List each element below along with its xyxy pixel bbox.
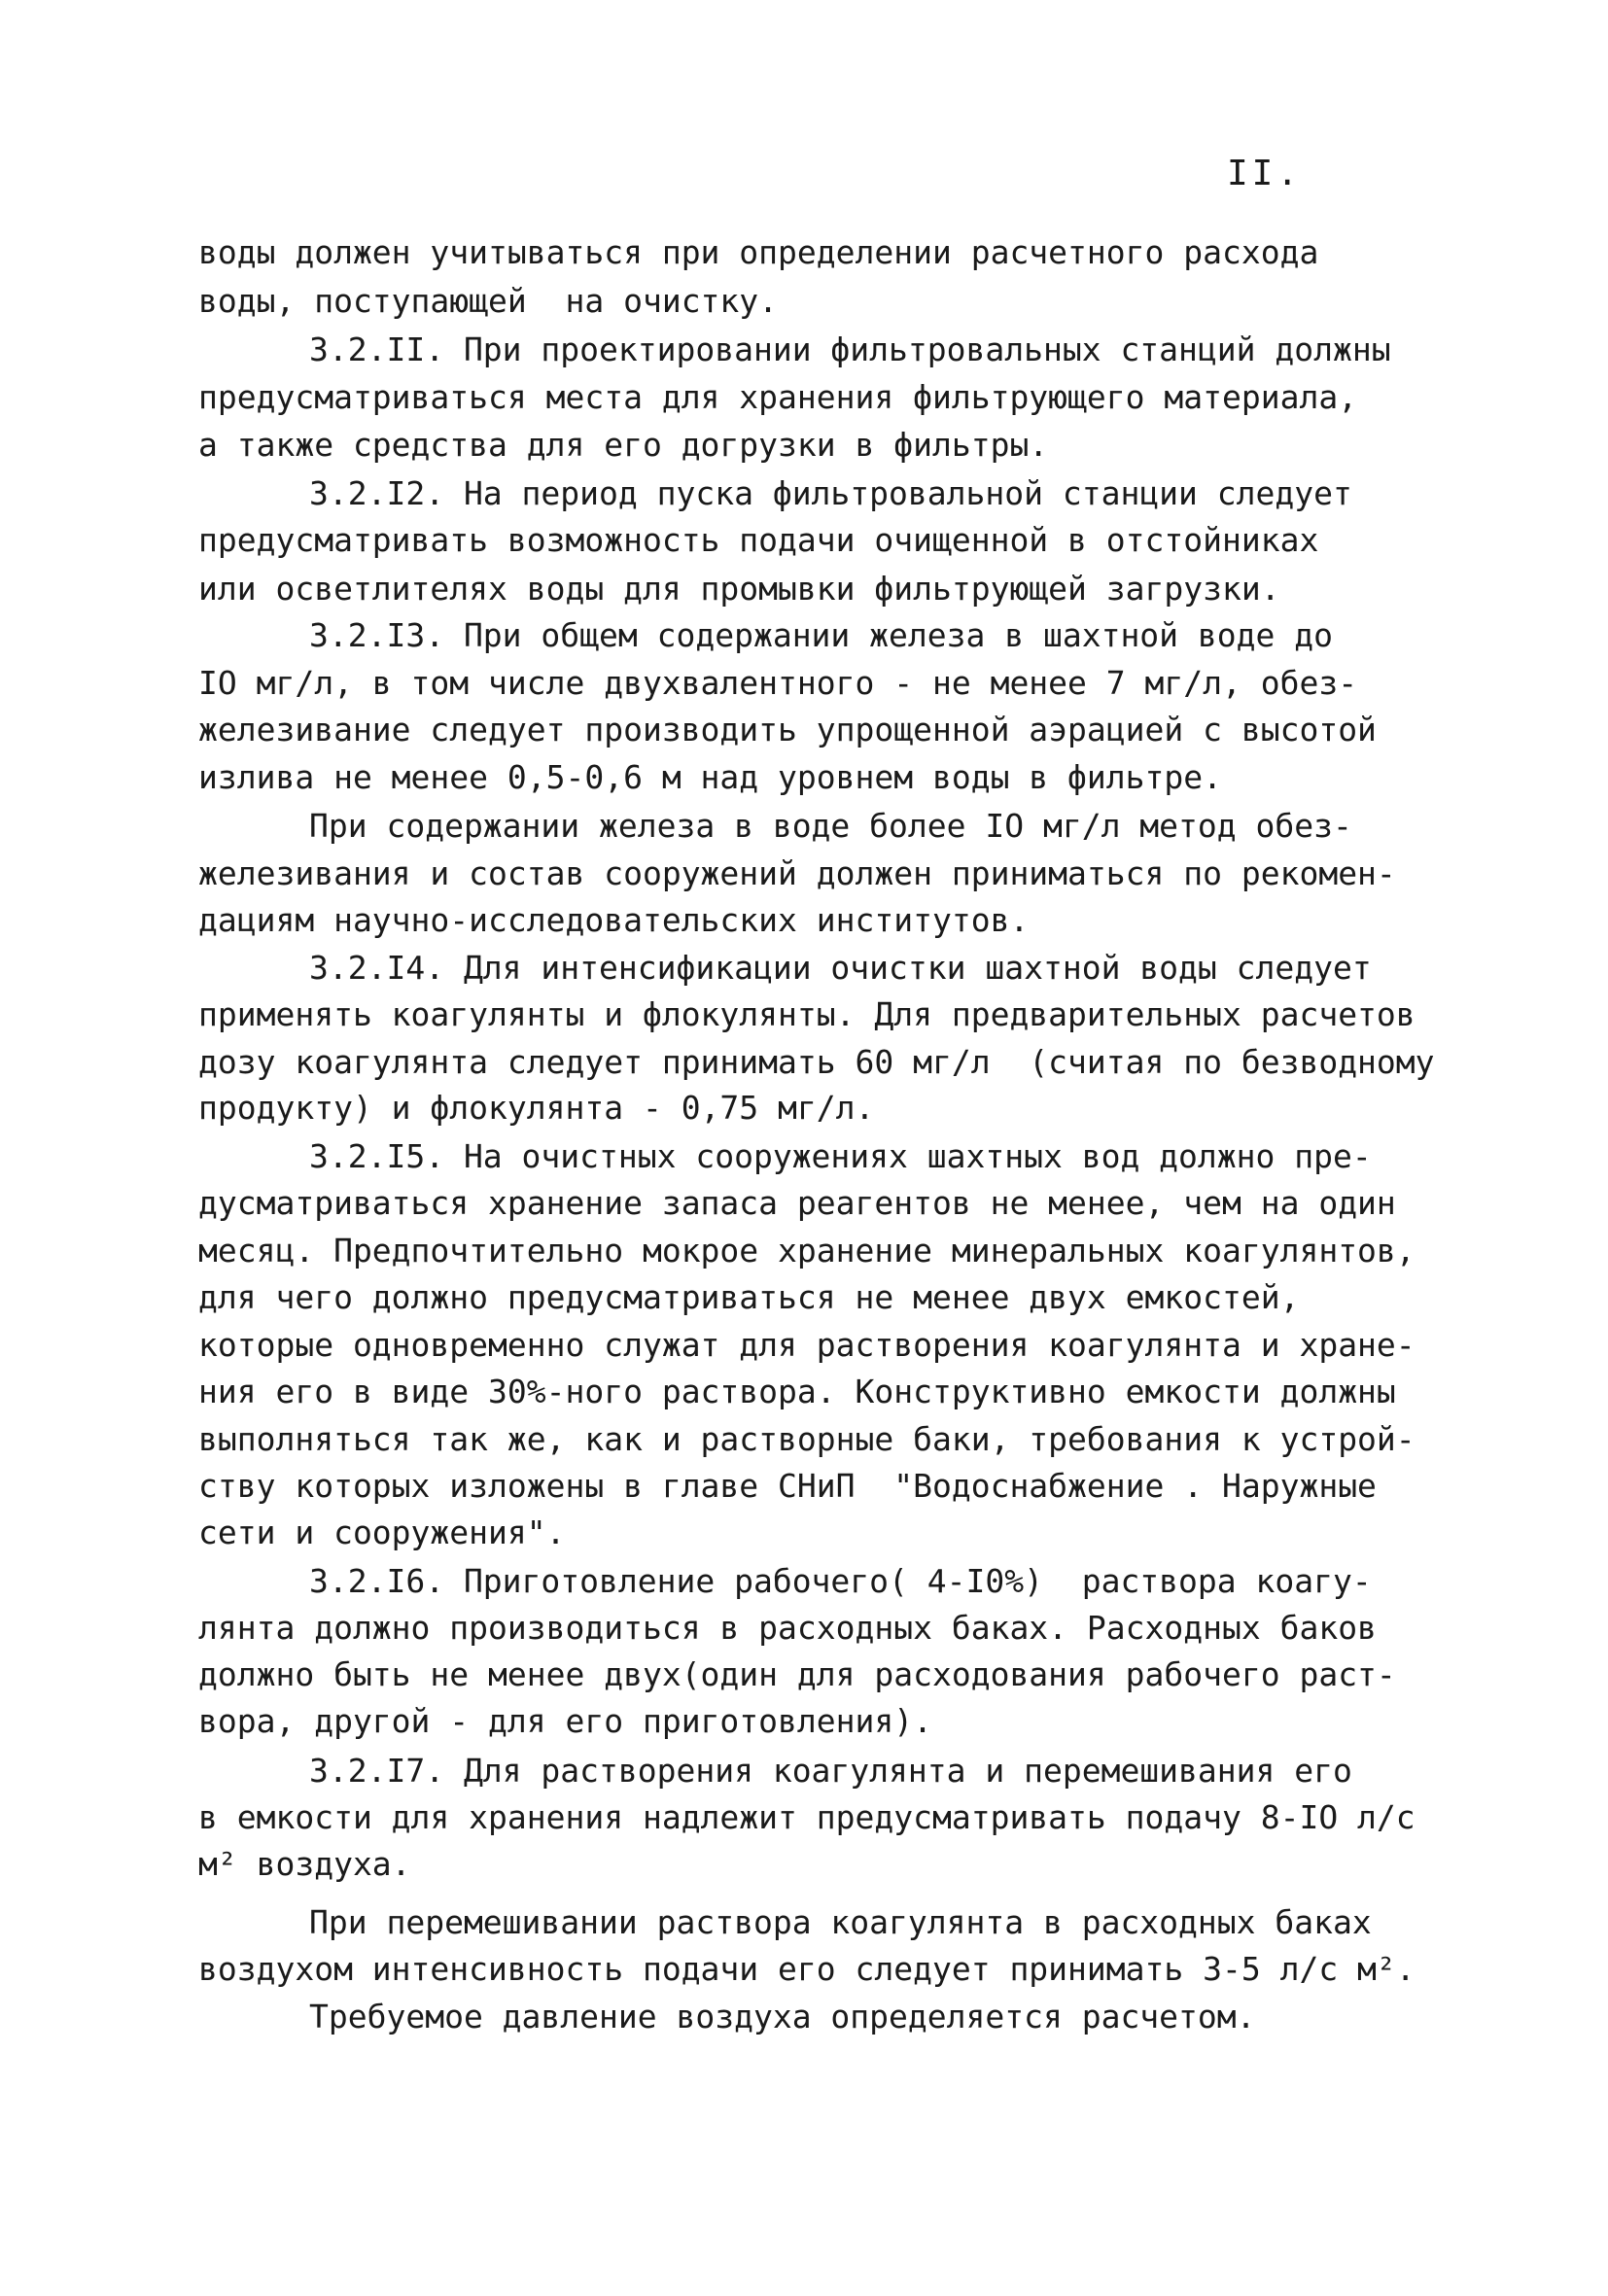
text-line: 3.2.I4. Для интенсификации очистки шахтной воды следует (309, 949, 1372, 987)
text-line: 3.2.II. При проектировании фильтровальных станций должны (309, 330, 1391, 368)
text-line: продукту) и флокулянта - 0,75 мг/л. (198, 1089, 875, 1127)
text-line: предусматривать возможность подачи очищенной в отстойниках (198, 521, 1319, 559)
text-line: которые одновременно служат для растворения коагулянта и хране- (198, 1326, 1416, 1364)
text-line: дациям научно-исследовательских институтов. (198, 901, 1030, 939)
text-line: При перемешивании раствора коагулянта в расходных баках (309, 1903, 1372, 1941)
text-line: воздухом интенсивность подачи его следует принимать 3-5 л/с м². (198, 1950, 1416, 1988)
text-line: IO мг/л, в том числе двухвалентного - не менее 7 мг/л, обез- (198, 664, 1358, 702)
text-line: выполняться так же, как и растворные баки, требования к устрой- (198, 1420, 1416, 1458)
text-line: излива не менее 0,5-0,6 м над уровнем воды в фильтре. (198, 758, 1222, 796)
text-line: предусматриваться места для хранения фильтрующего материала, (198, 378, 1358, 416)
text-line: железивания и состав сооружений должен приниматься по рекомен- (198, 854, 1396, 892)
text-line: сети и сооружения". (198, 1513, 566, 1551)
page-number: II. (1227, 154, 1303, 193)
text-line: 3.2.I6. Приготовление рабочего( 4-I0%) раствора коагу- (309, 1562, 1372, 1600)
text-line: воды должен учитываться при определении расчетного расхода (198, 233, 1319, 271)
text-line: ния его в виде 30%-ного раствора. Конструктивно емкости должны (198, 1373, 1396, 1410)
text-line: 3.2.I5. На очистных сооружениях шахтных вод должно пре- (309, 1137, 1372, 1175)
text-line: а также средства для его догрузки в фильтры. (198, 426, 1049, 464)
text-line: дозу коагулянта следует принимать 60 мг/л (считая по безводному (198, 1043, 1435, 1081)
text-line: вора, другой - для его приготовления). (198, 1702, 932, 1740)
text-line: в емкости для хранения надлежит предусматривать подачу 8-IO л/с (198, 1798, 1416, 1836)
text-line: применять коагулянты и флокулянты. Для предварительных расчетов (198, 995, 1416, 1033)
text-line: дусматриваться хранение запаса реагентов не менее, чем на один (198, 1184, 1396, 1222)
text-line: При содержании железа в воде более IO мг/л метод обез- (309, 807, 1352, 845)
text-line: 3.2.I2. На период пуска фильтровальной станции следует (309, 474, 1352, 512)
text-line: 3.2.I7. Для растворения коагулянта и перемешивания его (309, 1752, 1352, 1790)
text-line: железивание следует производить упрощенной аэрацией с высотой (198, 711, 1377, 748)
text-line: ству которых изложены в главе СНиП "Водоснабжение . Наружные (198, 1467, 1377, 1505)
text-line: воды, поступающей на очистку. (198, 282, 779, 320)
text-line: 3.2.I3. При общем содержании железа в шахтной воде до (309, 616, 1333, 654)
text-line: месяц. Предпочтительно мокрое хранение минеральных коагулянтов, (198, 1232, 1416, 1270)
text-line: Требуемое давление воздуха определяется расчетом. (309, 1998, 1256, 2035)
text-line: должно быть не менее двух(один для расходования рабочего раст- (198, 1655, 1396, 1693)
text-line: для чего должно предусматриваться не менее двух емкостей, (198, 1278, 1300, 1316)
text-line: или осветлителях воды для промывки фильтрующей загрузки. (198, 570, 1280, 608)
text-line: м² воздуха. (198, 1845, 411, 1883)
text-line: лянта должно производиться в расходных баках. Расходных баков (198, 1609, 1377, 1647)
